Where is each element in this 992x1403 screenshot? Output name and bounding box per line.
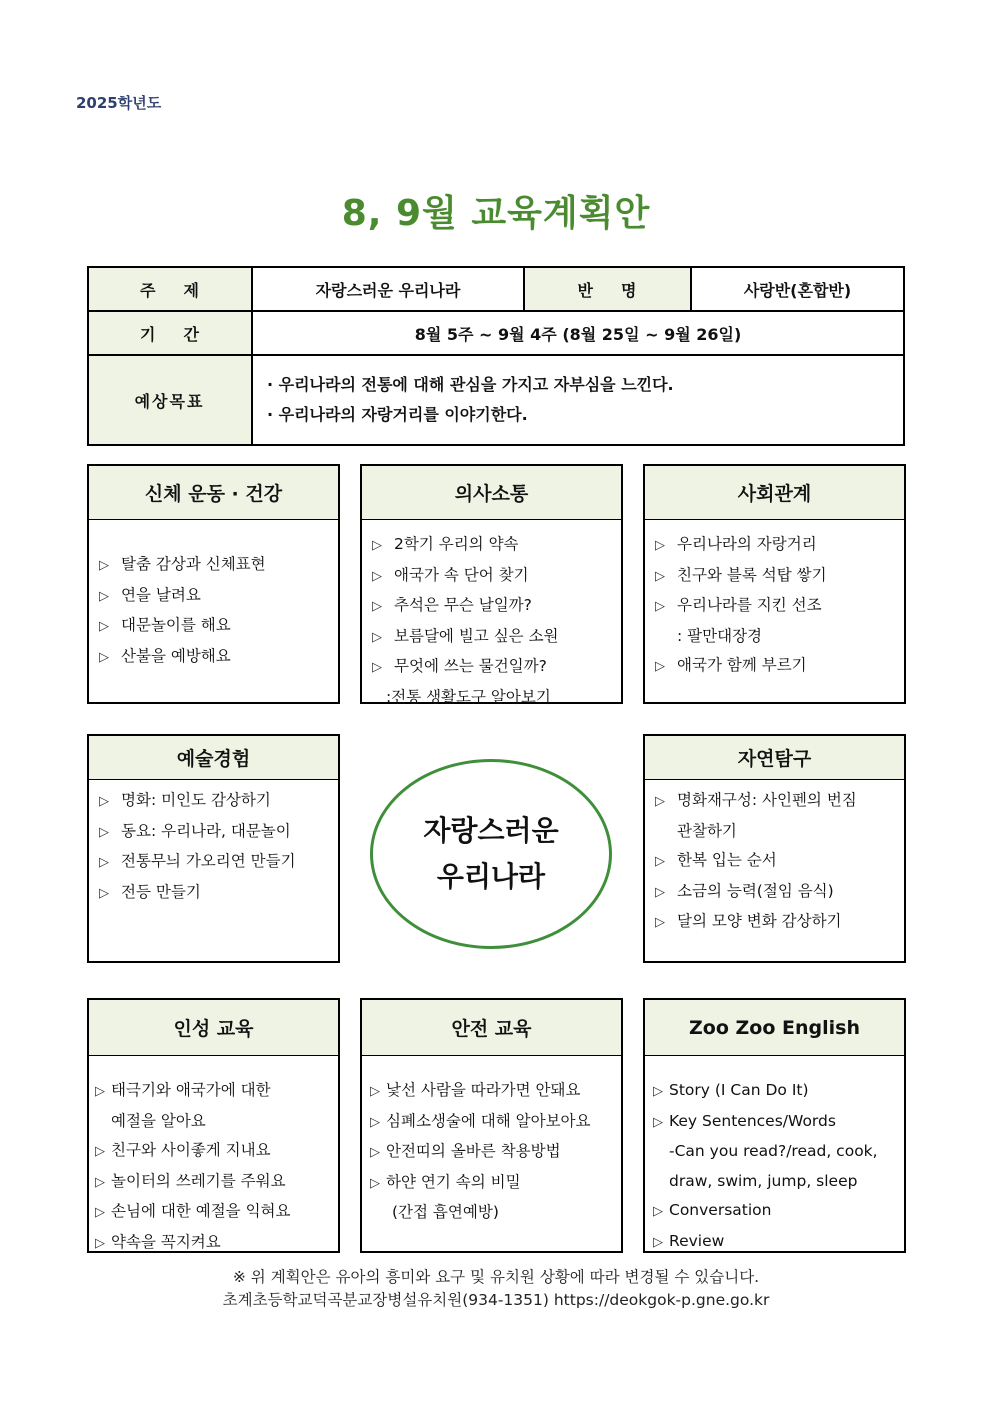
list-item: ▷ 산불을 예방해요 [99, 642, 328, 673]
bullet-icon: ▷ [99, 588, 109, 604]
period-value: 8월 5주 ~ 9월 4주 (8월 25일 ~ 9월 26일) [252, 311, 904, 355]
bullet-icon: ▷ [372, 568, 382, 584]
theme-value: 자랑스러운 우리나라 [252, 267, 524, 311]
bullet-icon: ▷ [370, 1114, 380, 1130]
bullet-icon: ▷ [95, 1174, 105, 1190]
list-item: ▷ 손님에 대한 예절을 익혀요 [95, 1197, 332, 1228]
social-title: 사회관계 [645, 466, 904, 520]
footer-note: ※ 위 계획안은 유아의 흥미와 요구 및 유치원 상황에 따라 변경될 수 있습니다. [232, 1268, 760, 1286]
list-item: ▷ Key Sentences/Words [653, 1107, 896, 1138]
bullet-icon: ▷ [99, 619, 109, 634]
social-list [645, 530, 904, 682]
bullet-icon: ▷ [99, 855, 109, 870]
bullet-icon: ▷ [653, 1234, 663, 1250]
bullet-icon: ▷ [370, 1175, 380, 1191]
communication-box [360, 464, 623, 704]
class-value: 사랑반(혼합반) [691, 267, 904, 311]
list-item: ▷ 탈춤 감상과 신체표현 [99, 550, 328, 581]
bullet-icon: ▷ [99, 794, 109, 809]
bullet-icon: ▷ [653, 1084, 663, 1099]
physical-title: 신체 운동 · 건강 [89, 466, 338, 520]
bullet-icon: ▷ [655, 794, 665, 809]
bullet-icon: ▷ [653, 1204, 663, 1219]
communication-title: 의사소통 [362, 466, 621, 520]
bullet-icon: ▷ [655, 884, 665, 900]
list-item: ▷ Review [653, 1227, 896, 1258]
bullet-icon: ▷ [655, 568, 665, 584]
center-theme-line1: 자랑스러운 [423, 814, 559, 847]
nature-list [645, 786, 904, 938]
list-item: ▷ 소금의 능력(절임 음식) [655, 877, 894, 908]
bullet-icon: ▷ [655, 599, 665, 614]
center-theme-ellipse [370, 759, 612, 949]
art-title: 예술경험 [89, 736, 338, 780]
bullet-icon: ▷ [655, 659, 665, 674]
bullet-icon: ▷ [99, 885, 109, 901]
bullet-icon: ▷ [99, 649, 109, 665]
safety-box [360, 998, 623, 1253]
list-item-continued: (간접 흡연예방) [392, 1203, 499, 1221]
list-item-continued: :전통 생활도구 알아보기 [386, 687, 551, 706]
list-item-continued: 예절을 알아요 [111, 1111, 206, 1130]
list-item: ▷ 애국가 함께 부르기 [655, 651, 894, 682]
goal-label: 예상목표 [88, 355, 252, 445]
list-item: ▷ 명화: 미인도 감상하기 [99, 786, 328, 817]
goal-item: · 우리나라의 전통에 대해 관심을 가지고 자부심을 느낀다. [267, 375, 674, 394]
character-box [87, 998, 340, 1253]
list-item: ▷ 무엇에 쓰는 물건일까? [372, 652, 611, 683]
list-item: ▷ 우리나라를 지킨 선조 [655, 591, 894, 622]
bullet-icon: ▷ [99, 558, 109, 573]
list-item: ▷ 2학기 우리의 약속 [372, 530, 611, 561]
list-item: ▷ 심폐소생술에 대해 알아보아요 [370, 1107, 613, 1138]
bullet-icon: ▷ [95, 1144, 105, 1159]
art-list [89, 786, 338, 908]
list-item: ▷ 약속을 꼭지켜요 [95, 1228, 332, 1259]
bullet-icon: ▷ [655, 854, 665, 869]
list-item: ▷ 보름달에 빌고 싶은 소원 [372, 622, 611, 653]
bullet-icon: ▷ [95, 1205, 105, 1220]
bullet-icon: ▷ [372, 599, 382, 614]
list-item: ▷ 태극기와 애국가에 대한 [95, 1076, 332, 1107]
list-item: ▷ 친구와 블록 석탑 쌓기 [655, 561, 894, 592]
list-item: ▷ Conversation [653, 1196, 896, 1227]
footer-school-info: 초계초등학교덕곡분교장병설유치원(934-1351) https://deokgok-p.gne.go.kr [222, 1291, 770, 1309]
list-item: ▷ 명화재구성: 사인펜의 번짐 [655, 786, 894, 817]
list-item-continued: : 팔만대장경 [677, 626, 763, 645]
class-label: 반명 [524, 267, 691, 311]
english-title: Zoo Zoo English [645, 1000, 904, 1056]
list-item: ▷ 전통무늬 가오리연 만들기 [99, 847, 328, 878]
list-item: ▷ 동요: 우리나라, 대문놀이 [99, 817, 328, 848]
bullet-icon: ▷ [372, 660, 382, 675]
list-item-continued: -Can you read?/read, cook, [669, 1142, 878, 1160]
bullet-icon: ▷ [95, 1084, 105, 1099]
list-item: ▷ 애국가 속 단어 찾기 [372, 561, 611, 592]
art-box [87, 734, 340, 963]
goal-list [252, 355, 904, 445]
goal-item: · 우리나라의 자랑거리를 이야기한다. [267, 405, 528, 424]
list-item: ▷ 연을 날려요 [99, 581, 328, 612]
communication-list [362, 530, 621, 712]
social-box [643, 464, 906, 704]
school-year: 2025학년도 [76, 94, 162, 112]
safety-title: 안전 교육 [362, 1000, 621, 1056]
list-item: ▷ 우리나라의 자랑거리 [655, 530, 894, 561]
character-title: 인성 교육 [89, 1000, 338, 1056]
bullet-icon: ▷ [655, 538, 665, 553]
plan-info-table [87, 266, 905, 446]
nature-box [643, 734, 906, 963]
center-theme-line2: 우리나라 [436, 860, 546, 893]
bullet-icon: ▷ [95, 1235, 105, 1251]
bullet-icon: ▷ [372, 538, 382, 553]
bullet-icon: ▷ [655, 915, 665, 930]
list-item: ▷ 놀이터의 쓰레기를 주워요 [95, 1167, 332, 1198]
period-label: 기간 [88, 311, 252, 355]
list-item: ▷ 한복 입는 순서 [655, 846, 894, 877]
safety-list [362, 1076, 621, 1228]
list-item: ▷ 하얀 연기 속의 비밀 [370, 1168, 613, 1199]
list-item: ▷ 추석은 무슨 날일까? [372, 591, 611, 622]
list-item: ▷ 대문놀이를 해요 [99, 611, 328, 642]
page-title: 8, 9월 교육계획안 [341, 193, 651, 234]
list-item-continued: draw, swim, jump, sleep [669, 1171, 858, 1190]
bullet-icon: ▷ [99, 824, 109, 840]
character-list [89, 1076, 338, 1258]
list-item-continued: 관찰하기 [677, 821, 737, 840]
english-list [645, 1076, 904, 1257]
list-item: ▷ 전등 만들기 [99, 878, 328, 909]
list-item: ▷ 친구와 사이좋게 지내요 [95, 1136, 332, 1167]
physical-box [87, 464, 340, 704]
physical-list [89, 550, 338, 672]
theme-label: 주제 [88, 267, 252, 311]
bullet-icon: ▷ [370, 1084, 380, 1099]
bullet-icon: ▷ [370, 1145, 380, 1160]
list-item: ▷ 낯선 사람을 따라가면 안돼요 [370, 1076, 613, 1107]
list-item: ▷ 달의 모양 변화 감상하기 [655, 907, 894, 938]
bullet-icon: ▷ [653, 1114, 663, 1130]
bullet-icon: ▷ [372, 629, 382, 645]
list-item: ▷ Story (I Can Do It) [653, 1076, 896, 1107]
list-item: ▷ 안전띠의 올바른 착용방법 [370, 1137, 613, 1168]
nature-title: 자연탐구 [645, 736, 904, 780]
english-box [643, 998, 906, 1253]
